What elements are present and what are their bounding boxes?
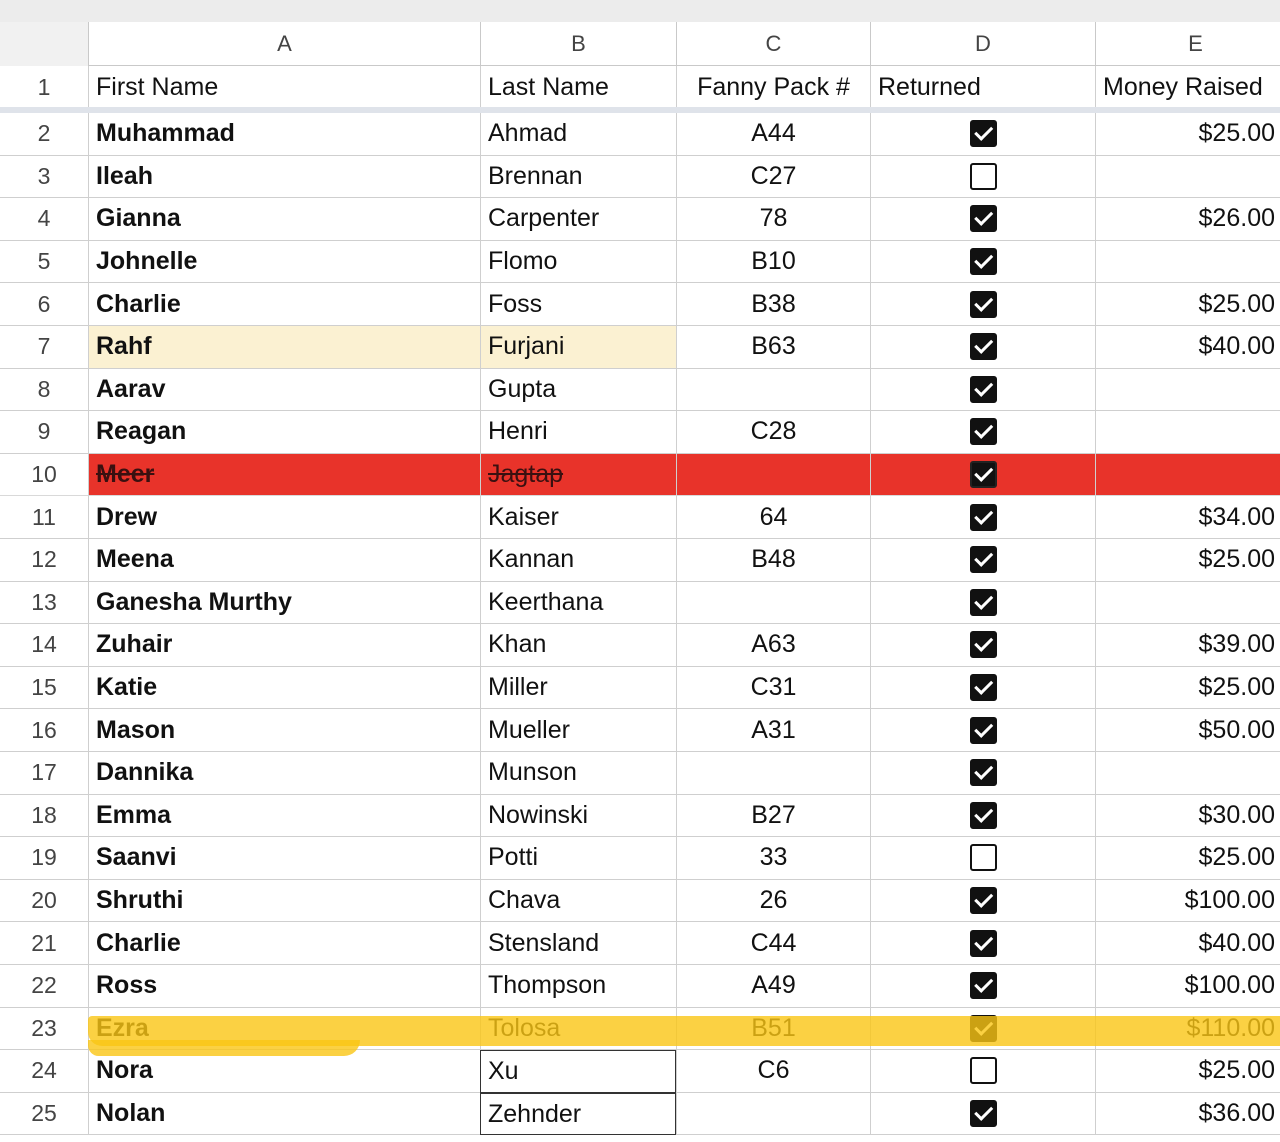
first-name-cell[interactable]: Johnelle [88, 241, 480, 284]
returned-cell[interactable] [870, 496, 1095, 539]
row-number[interactable]: 25 [0, 1093, 88, 1136]
table-row [0, 539, 1280, 582]
first-name-cell[interactable]: Muhammad [88, 113, 480, 156]
row-number[interactable]: 18 [0, 795, 88, 838]
row-number[interactable]: 7 [0, 326, 88, 369]
money-raised-cell[interactable]: $25.00 [1095, 667, 1280, 710]
returned-cell[interactable] [870, 624, 1095, 667]
table-row [0, 582, 1280, 625]
column-header-label: E [1188, 30, 1203, 56]
table-row [0, 369, 1280, 412]
money-raised-cell[interactable]: $26.00 [1095, 198, 1280, 241]
last-name-cell[interactable]: Xu [480, 1050, 676, 1093]
row-number[interactable]: 11 [0, 496, 88, 539]
fanny-pack-cell[interactable]: C44 [676, 922, 870, 965]
fanny-pack-cell[interactable] [676, 582, 870, 625]
table-row [0, 283, 1280, 326]
last-name-cell[interactable]: Nowinski [480, 795, 676, 838]
last-name-cell[interactable]: Khan [480, 624, 676, 667]
column-header-label: A [277, 30, 292, 56]
column-header-label: C [765, 30, 782, 56]
checkbox-checked[interactable] [970, 887, 997, 914]
fanny-pack-cell[interactable]: B10 [676, 241, 870, 284]
row-number[interactable]: 24 [0, 1050, 88, 1093]
header-returned[interactable]: Returned [870, 66, 1095, 109]
checkbox-checked[interactable] [970, 759, 997, 786]
header-money-raised[interactable]: Money Raised [1095, 66, 1280, 109]
returned-cell[interactable] [870, 283, 1095, 326]
returned-cell[interactable] [870, 411, 1095, 454]
first-name-cell[interactable]: Mason [88, 709, 480, 752]
row-number[interactable]: 10 [0, 454, 88, 497]
fanny-pack-cell[interactable]: C6 [676, 1050, 870, 1093]
money-raised-cell[interactable] [1095, 369, 1280, 412]
table-row [0, 795, 1280, 838]
row-number[interactable]: 9 [0, 411, 88, 454]
last-name-cell[interactable]: Flomo [480, 241, 676, 284]
returned-cell[interactable] [870, 837, 1095, 880]
table-row [0, 198, 1280, 241]
checkbox-checked[interactable] [970, 291, 997, 318]
money-raised-cell[interactable]: $30.00 [1095, 795, 1280, 838]
last-name-cell[interactable]: Miller [480, 667, 676, 710]
table-row [0, 326, 1280, 369]
last-name-cell[interactable]: Carpenter [480, 198, 676, 241]
fanny-pack-cell[interactable]: A44 [676, 113, 870, 156]
first-name-cell[interactable]: Shruthi [88, 880, 480, 923]
header-last-name[interactable]: Last Name [480, 66, 676, 109]
fanny-pack-cell[interactable]: B38 [676, 283, 870, 326]
returned-cell[interactable] [870, 369, 1095, 412]
fanny-pack-cell[interactable] [676, 369, 870, 412]
returned-cell[interactable] [870, 454, 1095, 497]
row-number[interactable]: 12 [0, 539, 88, 582]
returned-cell[interactable] [870, 198, 1095, 241]
checkbox-checked[interactable] [970, 972, 997, 999]
table-row [0, 113, 1280, 156]
row-number[interactable]: 15 [0, 667, 88, 710]
fanny-pack-cell[interactable]: 64 [676, 496, 870, 539]
checkbox-checked[interactable] [970, 589, 997, 616]
last-name-cell[interactable]: Zehnder [480, 1093, 676, 1136]
last-name-cell[interactable]: Mueller [480, 709, 676, 752]
fanny-pack-cell[interactable]: 78 [676, 198, 870, 241]
fanny-pack-cell[interactable]: C31 [676, 667, 870, 710]
column-header-d[interactable] [870, 22, 1095, 66]
checkbox-checked[interactable] [970, 930, 997, 957]
money-raised-cell[interactable] [1095, 241, 1280, 284]
money-raised-cell[interactable]: $39.00 [1095, 624, 1280, 667]
fanny-pack-cell[interactable] [676, 454, 870, 497]
checkbox-unchecked[interactable] [970, 844, 997, 871]
checkbox-checked[interactable] [970, 802, 997, 829]
money-raised-cell[interactable] [1095, 752, 1280, 795]
checkbox-checked[interactable] [970, 546, 997, 573]
row-number[interactable]: 1 [0, 66, 88, 109]
returned-cell[interactable] [870, 241, 1095, 284]
returned-cell[interactable] [870, 752, 1095, 795]
returned-cell[interactable] [870, 922, 1095, 965]
row-number[interactable]: 21 [0, 922, 88, 965]
select-all-corner[interactable] [0, 22, 88, 66]
row-number[interactable]: 16 [0, 709, 88, 752]
last-name-cell[interactable]: Thompson [480, 965, 676, 1008]
last-name-cell[interactable]: Gupta [480, 369, 676, 412]
fanny-pack-cell[interactable]: C28 [676, 411, 870, 454]
fanny-pack-cell[interactable]: C27 [676, 156, 870, 199]
money-raised-cell[interactable]: $50.00 [1095, 709, 1280, 752]
column-header-a[interactable] [88, 22, 480, 66]
last-name-cell[interactable]: Kaiser [480, 496, 676, 539]
money-raised-cell[interactable]: $25.00 [1095, 837, 1280, 880]
last-name-cell[interactable]: Ahmad [480, 113, 676, 156]
table-row [0, 454, 1280, 497]
returned-cell[interactable] [870, 1050, 1095, 1093]
first-name-cell[interactable]: Reagan [88, 411, 480, 454]
money-raised-cell[interactable] [1095, 582, 1280, 625]
last-name-cell[interactable]: Keerthana [480, 582, 676, 625]
fanny-pack-cell[interactable]: 33 [676, 837, 870, 880]
money-raised-cell[interactable]: $100.00 [1095, 965, 1280, 1008]
first-name-cell[interactable]: Emma [88, 795, 480, 838]
fanny-pack-cell[interactable]: B48 [676, 539, 870, 582]
money-raised-cell[interactable]: $34.00 [1095, 496, 1280, 539]
fanny-pack-cell[interactable]: 26 [676, 880, 870, 923]
last-name-cell[interactable]: Chava [480, 880, 676, 923]
table-row [0, 411, 1280, 454]
sheet-top-band [0, 0, 1280, 22]
last-name-cell[interactable]: Potti [480, 837, 676, 880]
first-name-cell[interactable]: Drew [88, 496, 480, 539]
first-name-cell[interactable]: Nolan [88, 1093, 480, 1136]
money-raised-cell[interactable]: $25.00 [1095, 1050, 1280, 1093]
returned-cell[interactable] [870, 880, 1095, 923]
fanny-pack-cell[interactable]: A31 [676, 709, 870, 752]
row-number[interactable]: 19 [0, 837, 88, 880]
money-raised-cell[interactable]: $40.00 [1095, 922, 1280, 965]
last-name-cell[interactable]: Stensland [480, 922, 676, 965]
table-row [0, 965, 1280, 1008]
returned-cell[interactable] [870, 326, 1095, 369]
column-header-b[interactable] [480, 22, 676, 66]
row-number[interactable]: 5 [0, 241, 88, 284]
first-name-cell[interactable]: Ileah [88, 156, 480, 199]
last-name-cell[interactable]: Kannan [480, 539, 676, 582]
table-header-row [0, 66, 1280, 109]
checkbox-checked[interactable] [970, 120, 997, 147]
money-raised-cell[interactable] [1095, 454, 1280, 497]
returned-cell[interactable] [870, 795, 1095, 838]
checkbox-checked[interactable] [970, 717, 997, 744]
returned-cell[interactable] [870, 965, 1095, 1008]
first-name-cell[interactable]: Katie [88, 667, 480, 710]
table-row [0, 667, 1280, 710]
first-name-cell[interactable]: Dannika [88, 752, 480, 795]
fanny-pack-cell[interactable]: A63 [676, 624, 870, 667]
first-name-cell[interactable]: Meena [88, 539, 480, 582]
checkbox-checked[interactable] [970, 674, 997, 701]
column-header-c[interactable] [676, 22, 870, 66]
table-row [0, 880, 1280, 923]
table-row [0, 922, 1280, 965]
row-number[interactable]: 22 [0, 965, 88, 1008]
table-row [0, 709, 1280, 752]
table-row [0, 752, 1280, 795]
money-raised-cell[interactable] [1095, 411, 1280, 454]
first-name-cell[interactable]: Aarav [88, 369, 480, 412]
first-name-cell[interactable]: Ganesha Murthy [88, 582, 480, 625]
last-name-cell[interactable]: Furjani [480, 326, 676, 369]
checkbox-checked[interactable] [970, 248, 997, 275]
fanny-pack-cell[interactable] [676, 1093, 870, 1136]
money-raised-cell[interactable]: $36.00 [1095, 1093, 1280, 1136]
last-name-cell[interactable]: Henri [480, 411, 676, 454]
checkbox-checked[interactable] [970, 504, 997, 531]
first-name-cell[interactable]: Charlie [88, 283, 480, 326]
returned-cell[interactable] [870, 156, 1095, 199]
returned-cell[interactable] [870, 582, 1095, 625]
returned-cell[interactable] [870, 709, 1095, 752]
returned-cell[interactable] [870, 667, 1095, 710]
returned-cell[interactable] [870, 113, 1095, 156]
table-row [0, 156, 1280, 199]
last-name-cell[interactable]: Foss [480, 283, 676, 326]
row-number[interactable]: 14 [0, 624, 88, 667]
checkbox-checked[interactable] [970, 461, 997, 488]
money-raised-cell[interactable]: $40.00 [1095, 326, 1280, 369]
column-header-label: B [571, 30, 586, 56]
checkbox-checked[interactable] [970, 1100, 997, 1127]
row-number[interactable]: 17 [0, 752, 88, 795]
checkbox-unchecked[interactable] [970, 1057, 997, 1084]
fanny-pack-cell[interactable]: A49 [676, 965, 870, 1008]
money-raised-cell[interactable] [1095, 156, 1280, 199]
money-raised-cell[interactable]: $25.00 [1095, 283, 1280, 326]
first-name-cell[interactable]: Zuhair [88, 624, 480, 667]
column-header-e[interactable] [1095, 22, 1280, 66]
header-fanny-pack[interactable]: Fanny Pack # [676, 66, 870, 109]
checkbox-checked[interactable] [970, 418, 997, 445]
money-raised-cell[interactable]: $25.00 [1095, 113, 1280, 156]
table-row [0, 624, 1280, 667]
table-row [0, 496, 1280, 539]
row-number[interactable]: 23 [0, 1008, 88, 1051]
row-number[interactable]: 4 [0, 198, 88, 241]
first-name-cell[interactable]: Meer [88, 454, 480, 497]
checkbox-checked[interactable] [970, 631, 997, 658]
fanny-pack-cell[interactable]: B63 [676, 326, 870, 369]
first-name-cell[interactable]: Saanvi [88, 837, 480, 880]
last-name-cell[interactable]: Jagtap [480, 454, 676, 497]
last-name-cell[interactable]: Brennan [480, 156, 676, 199]
fanny-pack-cell[interactable] [676, 752, 870, 795]
yellow-marker-stroke [88, 1040, 360, 1056]
checkbox-checked[interactable] [970, 376, 997, 403]
table-row [0, 1050, 1280, 1093]
returned-cell[interactable] [870, 539, 1095, 582]
first-name-cell[interactable]: Charlie [88, 922, 480, 965]
first-name-cell[interactable]: Rahf [88, 326, 480, 369]
last-name-cell[interactable]: Munson [480, 752, 676, 795]
money-raised-cell[interactable]: $25.00 [1095, 539, 1280, 582]
table-row [0, 1093, 1280, 1136]
row-number[interactable]: 6 [0, 283, 88, 326]
column-header-label: D [975, 30, 991, 56]
row-number[interactable]: 2 [0, 113, 88, 156]
first-name-cell[interactable]: Nora [88, 1050, 480, 1093]
returned-cell[interactable] [870, 1093, 1095, 1136]
row-number[interactable]: 3 [0, 156, 88, 199]
fanny-pack-cell[interactable]: B27 [676, 795, 870, 838]
checkbox-checked[interactable] [970, 333, 997, 360]
checkbox-checked[interactable] [970, 205, 997, 232]
money-raised-cell[interactable]: $100.00 [1095, 880, 1280, 923]
row-number[interactable]: 20 [0, 880, 88, 923]
row-number[interactable]: 13 [0, 582, 88, 625]
row-number[interactable]: 8 [0, 369, 88, 412]
table-row [0, 837, 1280, 880]
first-name-cell[interactable]: Ross [88, 965, 480, 1008]
first-name-cell[interactable]: Gianna [88, 198, 480, 241]
header-first-name[interactable]: First Name [88, 66, 480, 109]
table-row [0, 241, 1280, 284]
checkbox-unchecked[interactable] [970, 163, 997, 190]
